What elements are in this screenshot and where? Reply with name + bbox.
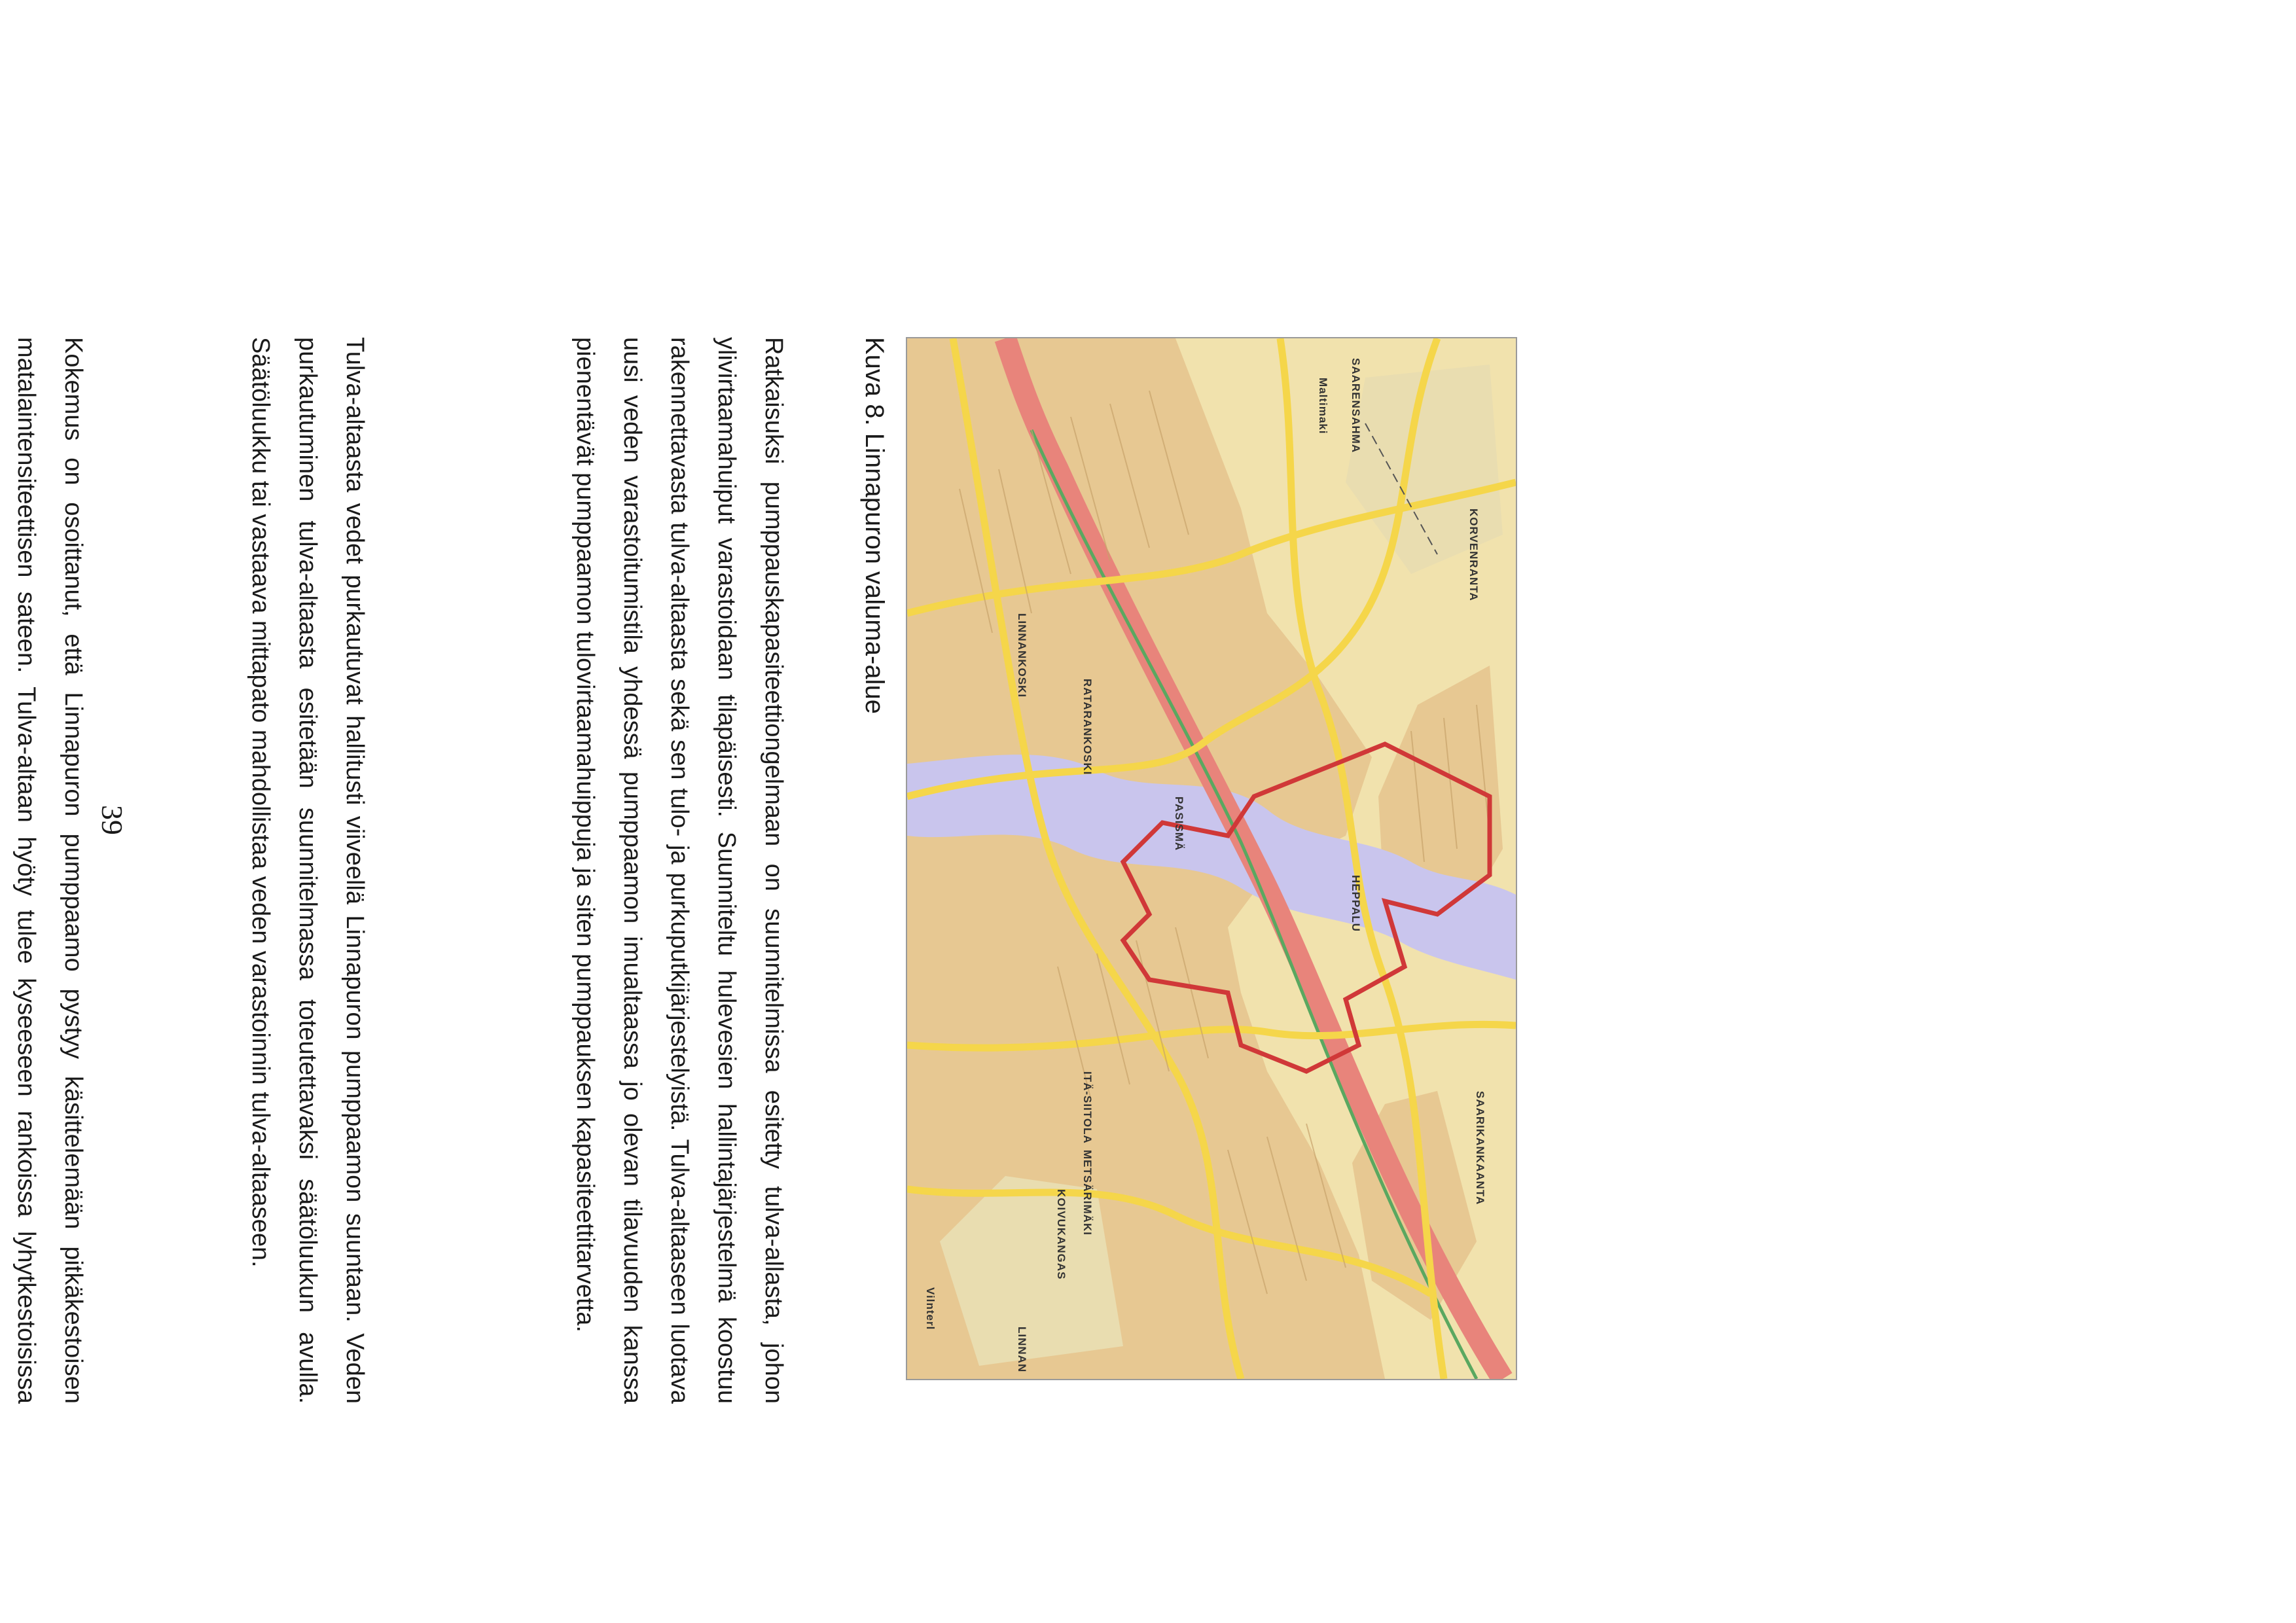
map-label: RATARANKOSKI xyxy=(1081,679,1094,776)
paragraph-3: Kokemus on osoittanut, että Linnapuron pumppaamo pystyy käsittelemään pitkäkestoisen matalaintensiteettisen sateen. Tulva-altaan hyöty tulee kyseeseen rankoissa lyhytkestoisissa xyxy=(12,337,87,1404)
map-image xyxy=(907,338,1516,1379)
map-label: Maltimaki xyxy=(1317,378,1329,435)
map-label: KOIVUKANGAS xyxy=(1055,1189,1067,1280)
map-label: PASISMÄ xyxy=(1173,796,1185,851)
page-number: 39 xyxy=(96,805,129,835)
paragraph-2: Tulva-altaasta vedet purkautuvat hallitusti viiveellä Linnapuron pumppaamon suuntaan. Veden purkautuminen tulva-altaasta esitetään suunnitelmassa toteutettavaksi säätöluukun avulla. Säätöluukku tai vastaava mittapato mahdollistaa veden varastoinnin tulva-altaaseen. xyxy=(247,337,368,1404)
map-label: SAARENSAHMA xyxy=(1350,358,1362,454)
figure-caption: Kuva 8. Linnapuron valuma-alue xyxy=(860,337,889,714)
map-label: LINNANKOSKI xyxy=(1016,613,1028,698)
map-label: Vilnterl xyxy=(924,1287,937,1330)
map-label: SAARIKANKAANTA xyxy=(1474,1091,1486,1205)
map-label: METSÄRIMÄKI xyxy=(1081,1150,1094,1236)
paragraph-1: Ratkaisuksi pumppauskapasiteettiongelmaan on suunnitelmissa esitetty tulva-allasta, johon ylivirtaamahuiput varastoidaan tilapäisesti. Suunniteltu hulevesien hallintajärjestelmä koostuu rakennettavasta tulva-altaasta sekä sen tulo- ja purkuputkijärjestelyistä. Tulva-altaaseen luotava uusi veden varastoitumistila yhdessä pumppaamon imualtaassa jo olevan tilavuuden kanssa pienentävät pumppaamon tulovirtaamahuippuja ja siten pumppauksen kapasiteettitarvetta. xyxy=(571,337,787,1404)
map-label: HEPPALU xyxy=(1350,875,1362,932)
map-label: KORVENRANTA xyxy=(1467,508,1480,601)
map-label: LINNAN xyxy=(1016,1327,1028,1373)
catchment-map xyxy=(906,337,1517,1380)
map-label: ITÄ-SIITOLA xyxy=(1081,1071,1094,1144)
